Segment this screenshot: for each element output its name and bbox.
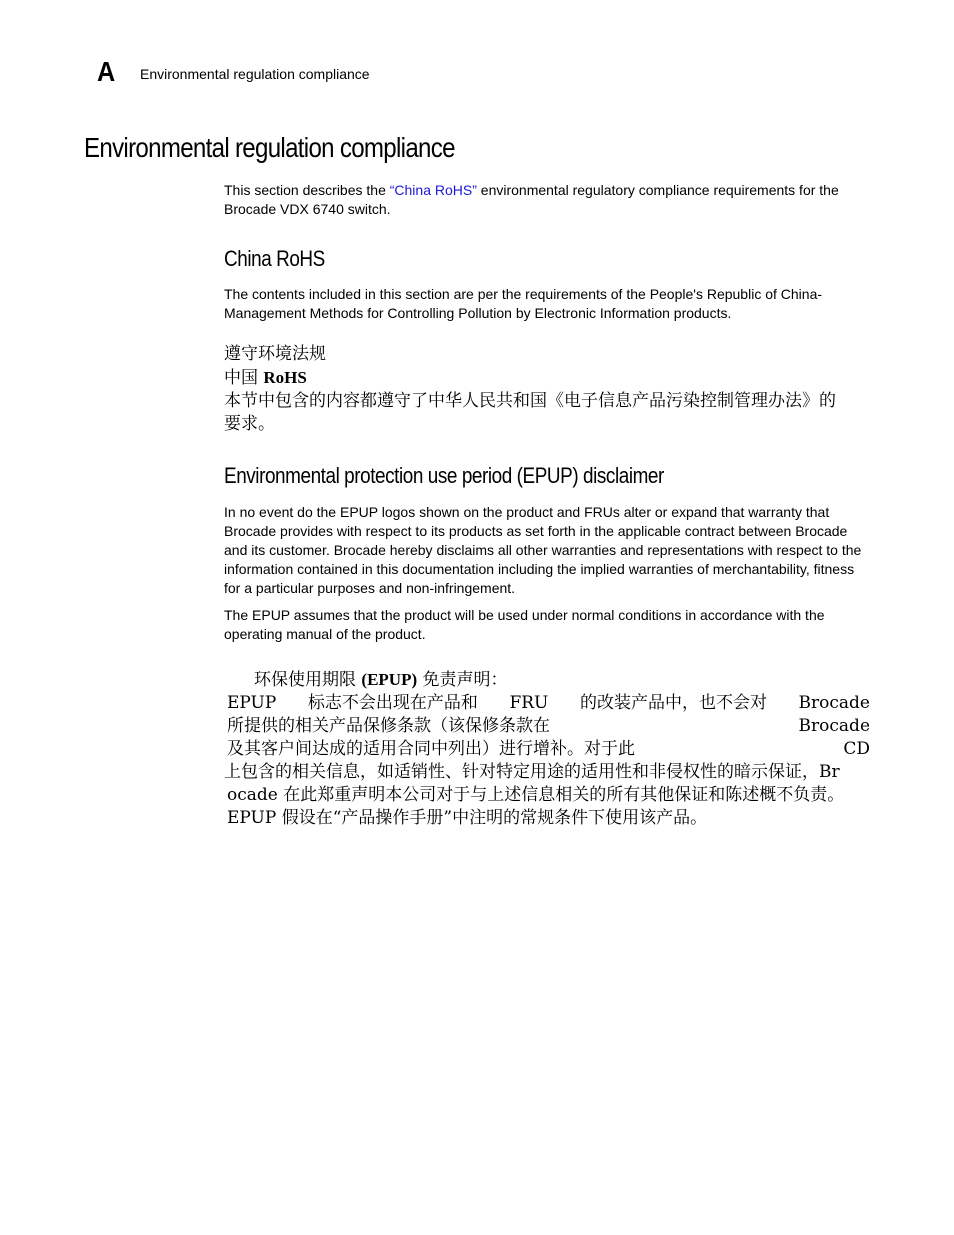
intro-suffix: environmental regulatory compliance requirements for the Brocade VDX 6740 switch. <box>224 182 839 217</box>
epup-heading: Environmental protection use period (EPUP) disclaimer <box>224 463 664 488</box>
cn-row1-word: 的改装产品中，也不会对 <box>579 693 767 713</box>
cn-epup-heading <box>227 668 873 692</box>
cn-row1-word: Brocade <box>798 693 870 713</box>
page-title: Environmental regulation compliance <box>84 132 455 163</box>
china-rohs-link[interactable]: “China RoHS” <box>389 182 477 198</box>
cn-epup-row-6: EPUP 假设在“产品操作手册”中注明的常规条件下使用该产品。 <box>227 808 708 828</box>
china-rohs-chinese-block <box>224 343 870 436</box>
china-rohs-heading: China RoHS <box>224 246 325 271</box>
intro-prefix: This section describes the <box>224 182 390 198</box>
cn-row1-word: 标志不会出现在产品和 <box>307 693 478 713</box>
cn-row1-word: FRU <box>509 693 549 713</box>
cn-rohs-prefix: 中国 <box>224 368 264 388</box>
epup-para-2: The EPUP assumes that the product will be used under normal conditions in accordance with the operating manual of the product. <box>224 607 825 642</box>
cn-row2-word: Brocade <box>798 716 870 736</box>
cn-rohs-title <box>224 366 870 390</box>
cn-epup-row-2 <box>227 715 870 738</box>
epup-chinese-block <box>224 668 873 830</box>
cn-epup-row-1 <box>227 692 870 715</box>
cn-epup-row-5: ocade 在此郑重声明本公司对于与上述信息相关的所有其他保证和陈述概不负责。 <box>227 785 845 805</box>
cn-row3-word: CD <box>843 739 870 759</box>
epup-para-1: In no event do the EPUP logos shown on the product and FRUs alter or expand that warranty that Brocade provides with respect to its products as set forth in the applicable contract between Brocade and its customer. Brocade hereby disclaims all other warranties and representations with respect to the information contained in this documentation including the implied warranties of merchantability, fitness for a particular purposes and non-infringement. <box>224 504 862 596</box>
running-header-title: Environmental regulation compliance <box>140 66 370 82</box>
cn-epup-heading-bold: (EPUP) <box>361 670 418 689</box>
cn-epup-row-3 <box>227 738 870 761</box>
cn-row1-word: EPUP <box>227 693 277 713</box>
cn-rohs-text-line1: 本节中包含的内容都遵守了中华人民共和国《电子信息产品污染控制管理办法》的 <box>224 391 836 411</box>
section-intro <box>224 181 870 219</box>
cn-compliance-title: 遵守环境法规 <box>224 344 326 364</box>
cn-rohs-text-line2: 要求。 <box>224 414 275 434</box>
cn-epup-row-4: 上包含的相关信息，如适销性、针对特定用途的适用性和非侵权性的暗示保证，Br <box>224 762 840 782</box>
appendix-letter: A <box>97 56 116 87</box>
cn-row2-word: 所提供的相关产品保修条款（该保修条款在 <box>227 716 550 736</box>
cn-epup-heading-prefix: 环保使用期限 <box>254 670 362 690</box>
cn-epup-heading-suffix: 免责声明： <box>417 670 508 690</box>
china-rohs-body: The contents included in this section are per the requirements of the People's Republic of China- Management Methods for Controlling Pollution by Electronic Information products. <box>224 286 823 321</box>
cn-rohs-bold: RoHS <box>263 368 307 387</box>
cn-row3-word: 及其客户间达成的适用合同中列出）进行增补。对于此 <box>227 739 635 759</box>
